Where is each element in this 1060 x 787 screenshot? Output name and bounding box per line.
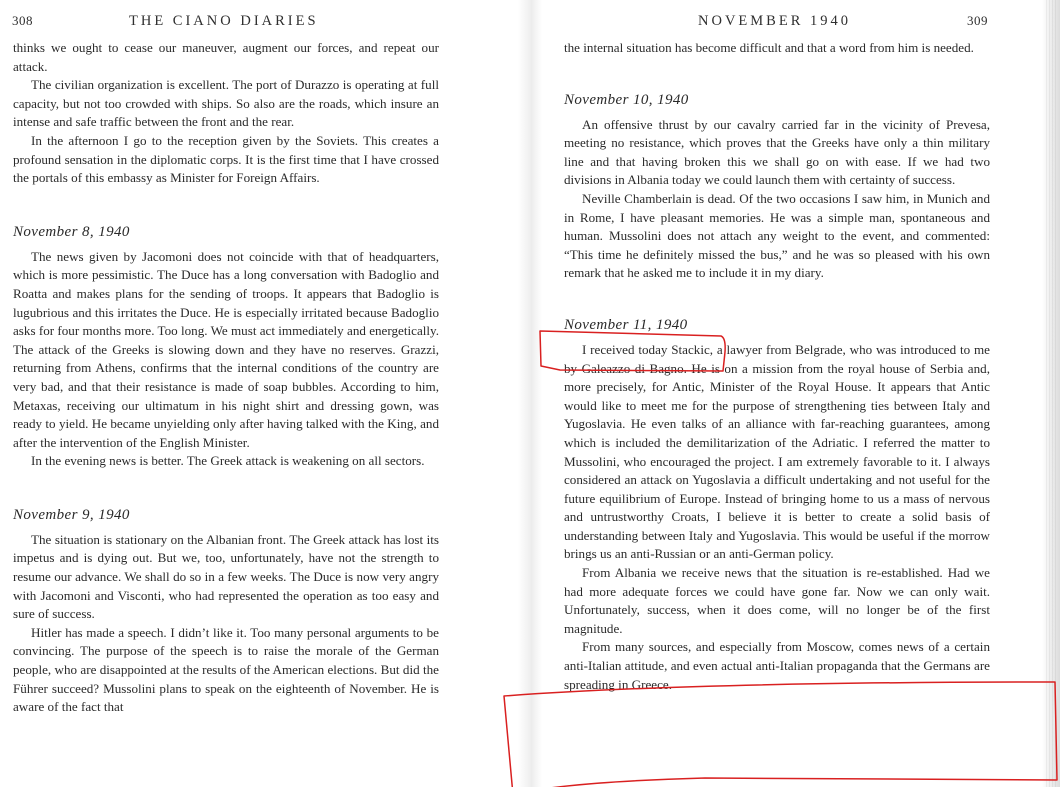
right-text-column — [564, 39, 990, 694]
running-head-left: THE CIANO DIARIES — [129, 13, 319, 29]
paragraph: the internal situation has become difficult and that a word from him is needed. — [564, 40, 974, 55]
entry-date-nov11: November 11, 1940 — [564, 316, 688, 333]
page-number-left: 308 — [12, 13, 33, 28]
running-head-right: NOVEMBER 1940 — [698, 13, 851, 29]
paragraph: The civilian organization is excellent. The port of Durazzo is operating at full capacity, but not too crowded with ships. So also are the roads, which insure an intense and safe traffic between the front and the rear. — [13, 77, 439, 130]
highlighted-paragraph: From many sources, and especially from Moscow, comes news of a certain anti-Italian attitude, and even actual anti-Italian propaganda that the Germans are spreading in Greece. — [564, 639, 990, 692]
entry-date-nov9: November 9, 1940 — [13, 506, 130, 523]
entry-date-nov10: November 10, 1940 — [564, 91, 689, 108]
paragraph: An offensive thrust by our cavalry carried far in the vicinity of Prevesa, meeting no resistance, which proves that the Greeks have only a thin military line and that having broken this we shall go on with ease. If we had two divisions in Albania today we could launch them with certainty of success. — [564, 116, 990, 188]
paragraph: From Albania we receive news that the situation is re-established. Had we had more adequate forces we could have gone far. Now we can only wait. Unfortunately, success, when it does come, will no longer be of the first magnitude. — [564, 565, 990, 636]
paragraph: In the evening news is better. The Greek attack is weakening on all sectors. — [31, 453, 425, 469]
paragraph: The situation is stationary on the Albanian front. The Greek attack has lost its impetus and is dying out. But we, too, unfortunately, have not the strength to resume our advance. We shall do so in a few weeks. The Duce is now very angry with Jacomoni and Visconti, who had represented the operation as too easy and sure of success. — [13, 531, 439, 622]
paragraph: thinks we ought to cease our maneuver, augment our forces, and repeat our attack. — [13, 40, 439, 74]
page-number-right: 309 — [967, 13, 988, 28]
entry-date-nov8: November 8, 1940 — [13, 223, 130, 240]
paragraph: Neville Chamberlain is dead. Of the two occasions I saw him, in Munich and in Rome, I have pleasant memories. He was a simple man, spontaneous and human. Mussolini does not attach any weight to the event, and commented: “This time he definitely missed the bus,” and he was so pleased with his own remark that he asked me to include it in my diary. — [564, 190, 990, 281]
paragraph: In the afternoon I go to the reception given by the Soviets. This creates a profound sensation in the diplomatic corps. It is the first time that I have crossed the portals of this embassy as Minister for Foreign Affairs. — [13, 132, 439, 186]
paragraph: The news given by Jacomoni does not coincide with that of headquarters, which is more pessimistic. The Duce has a long conversation with Badoglio and Roatta and makes plans for the sending of troops. It appears that Badoglio is lugubrious and this irritates the Duce. He is especially irritated because Badoglio asks for four months more. Too long. We must act immediately and energetically. The attack of the Greeks is slowing down and they have no reserves. Grazzi, returning from Athens, confirms that the internal conditions of the country are very bad, and that their resistance is made of soap bubbles. According to him, Metaxas, receiving our ultimatum in his night shirt and dressing gown, was ready to yield. He became unyielding only after having talked with the King, and after the intervention of the English Minister. — [13, 248, 439, 450]
paragraph: I received today Stackic, a lawyer from Belgrade, who was introduced to me by Galeazzo di Bagno. He is on a mission from the royal house of Serbia and, more precisely, for Antic, Minister of the Royal House. It appears that Antic would like to meet me for the purpose of strengthening ties between Italy and Yugoslavia. He even talks of an alliance with far-reaching guarantees, among which is included the demilitarization of the Adriatic. I referred the matter to Mussolini, who encouraged the project. I am extremely favorable to it. I always considered an attack on Yugoslavia a difficult undertaking and not useful for the future equilibrium of Europe. Instead of bringing home to us a mass of nervous and untrustworthy Croats, I believe it is better to create a solid basis of understanding between Italy and Yugoslavia. This would be useful if the morrow brings us an anti-Russian or an anti-German policy. — [564, 341, 990, 562]
left-text-column — [13, 39, 439, 717]
paragraph: Hitler has made a speech. I didn’t like it. Too many personal arguments to be convincing. The purpose of the speech is to raise the morale of the German people, who are disappointed at the results of the American elections. But did the Führer succeed? Mussolini plans to speak on the eighteenth of November. He is aware of the fact that — [13, 624, 439, 715]
page-edge-stripes — [1046, 0, 1058, 787]
